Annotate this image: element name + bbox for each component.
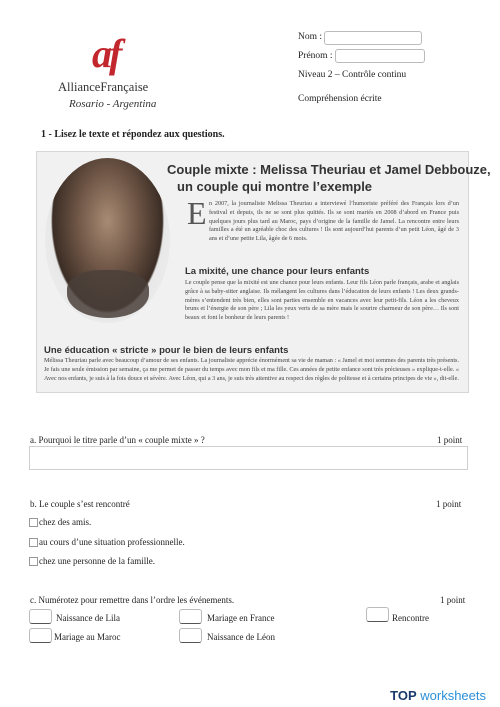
option-label-professionnelle: au cours d’une situation professionnelle. (39, 537, 185, 547)
section-label: Compréhension écrite (298, 94, 382, 104)
question-b-text: b. Le couple s’est rencontré (30, 499, 130, 509)
footer-brand-rest: worksheets (420, 688, 486, 703)
question-c-points: 1 point (440, 595, 466, 605)
article-image (36, 151, 491, 393)
nom-input[interactable] (324, 31, 422, 45)
instruction: 1 - Lisez le texte et répondez aux questions. (41, 129, 225, 140)
brand-name: AllianceFrançaise (58, 80, 149, 94)
question-a-answer[interactable] (29, 446, 468, 470)
alliance-francaise-logo: af (92, 31, 120, 76)
order-input-rencontre[interactable] (366, 607, 389, 622)
article-para-3: Mélissa Theuriau parle avec beaucoup d’amour de ses enfants. La journaliste apprécie énormément sa vie de maman : « Jamel et moi sommes des parents très présents. Je fais une seule émission par semaine, ça me permet de passer du temps avec mon fils et ma fille. Ces années de petite enfance sont très précieuses » explique-t-elle. « Avec nos enfants, je suis à la fois douce et sévère. Avec Léon, qui a 3 ans, je suis très attentive au respect des règles de politesse et à certains principes de vie », dit-elle. (44, 357, 459, 382)
topworksheets-logo (390, 688, 486, 703)
event-mariage-france: Mariage en France (207, 613, 275, 623)
order-input-lila[interactable] (29, 609, 52, 624)
level-label: Niveau 2 – Contrôle continu (298, 70, 407, 80)
article-subtitle-1: La mixité, une chance pour leurs enfants (185, 266, 370, 277)
prenom-input[interactable] (335, 49, 425, 63)
order-input-mariage-maroc[interactable] (29, 628, 52, 643)
article-dropcap: E (187, 195, 207, 231)
question-b-points: 1 point (436, 499, 462, 509)
article-intro: n 2007, la journaliste Melissa Theuriau a interviewé l’humoriste préféré des Français lors d’un festival et depuis, ils ne se sont plus quittés. Ils se sont mariés en 2008 d’abord en France puis quelques jours plus tard au Maroc, pays d’origine de la famille de Jamel. La rencontre entre leurs familles a été un agréable choc des cultures ! Ils sont aujourd’hui parents d’un petit Léon, âgé de 3 ans et d’une petite Lila, âgée de 6 mois. (209, 200, 459, 243)
article-title-line1: Couple mixte : Melissa Theuriau et Jamel Debbouze, (167, 162, 491, 177)
event-naissance-leon: Naissance de Léon (207, 632, 275, 642)
event-naissance-lila: Naissance de Lila (56, 613, 120, 623)
event-mariage-maroc: Mariage au Maroc (54, 632, 121, 642)
order-input-leon[interactable] (179, 628, 202, 643)
question-c-text: c. Numérotez pour remettre dans l’ordre les événements. (30, 595, 235, 605)
brand-location: Rosario - Argentina (69, 98, 157, 110)
nom-label: Nom : (298, 32, 323, 42)
portrait-shirt (67, 270, 149, 318)
article-subtitle-2: Une éducation « stricte » pour le bien de leurs enfants (44, 345, 289, 356)
event-rencontre: Rencontre (392, 613, 429, 623)
option-checkbox-famille[interactable] (29, 557, 38, 566)
prenom-label: Prénom : (298, 51, 333, 61)
question-a-points: 1 point (437, 435, 463, 445)
option-checkbox-amis[interactable] (29, 518, 38, 527)
footer-brand-top: TOP (390, 688, 417, 703)
article-title-line2: un couple qui montre l’exemple (177, 179, 373, 194)
option-label-famille: chez une personne de la famille. (39, 556, 155, 566)
article-para-2: Le couple pense que la mixité est une chance pour leurs enfants. Leur fils Léon parle français, arabe et anglais grâce à sa baby-sitter anglaise. Ils mélangent les cultures dans l’éducation de leurs enfants ! Les deux grands-mères s’entendent très bien, elles sont parties ensemble en vacances avec leur petit-fils. Léon a les cheveux bruns et l’énergie de son père ; Lila les yeux verts de sa mère mais le sourire charmeur de son père… Ils sont beaux et font le bonheur de leurs parents ! (185, 279, 459, 322)
option-label-amis: chez des amis. (39, 517, 92, 527)
question-a-text: a. Pourquoi le titre parle d’un « couple mixte » ? (30, 435, 205, 445)
order-input-mariage-france[interactable] (179, 609, 202, 624)
option-checkbox-professionnelle[interactable] (29, 538, 38, 547)
